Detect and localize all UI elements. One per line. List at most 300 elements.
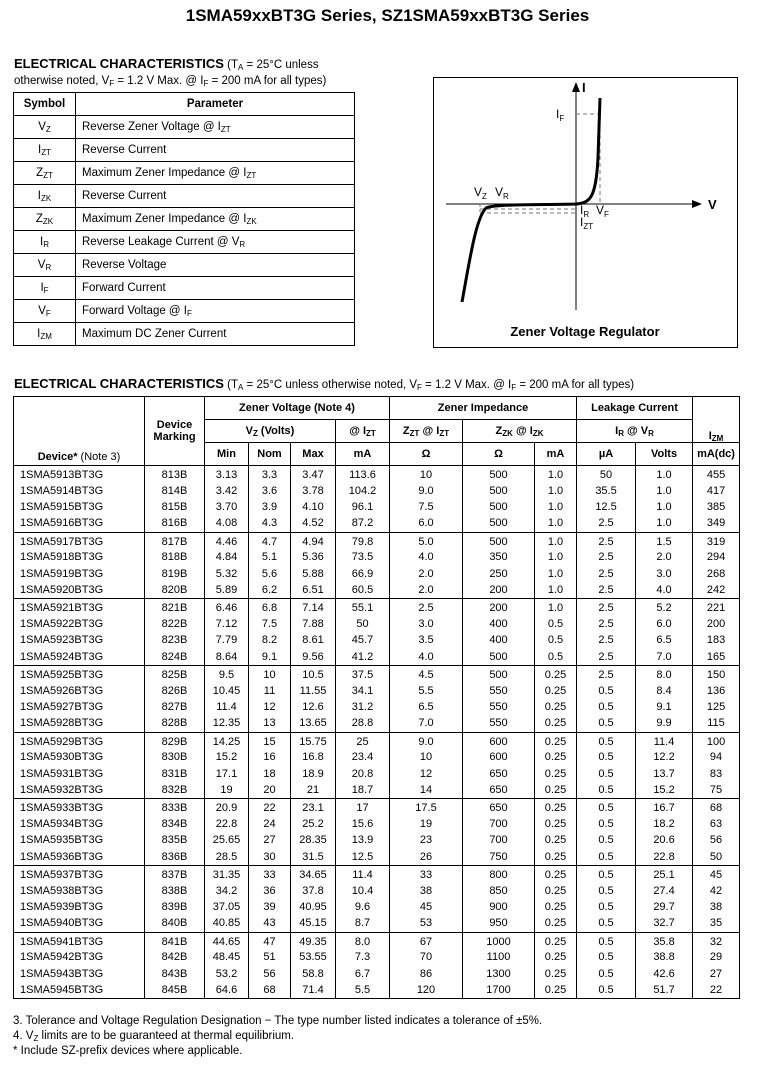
vz-nom-cell: 18: [249, 766, 291, 782]
zzk-cell: 1300: [463, 966, 535, 982]
device-cell: 1SMA5929BT3G: [14, 732, 145, 750]
vz-min-cell: 64.6: [205, 982, 249, 998]
vz-nom-cell: 4.7: [249, 532, 291, 550]
vz-nom-cell: 24: [249, 816, 291, 832]
izt-cell: 34.1: [336, 683, 390, 699]
table-row: [14, 466, 740, 484]
vr-cell: 35.8: [636, 932, 693, 950]
zzt-cell: 9.0: [390, 483, 463, 499]
izm-cell: 45: [693, 866, 740, 884]
izm-cell: 385: [693, 499, 740, 515]
zzk-cell: 950: [463, 916, 535, 932]
izt-cell: 13.9: [336, 833, 390, 849]
vr-cell: 32.7: [636, 916, 693, 932]
izk-cell: 1.0: [535, 550, 577, 566]
ir-cell: 2.5: [577, 582, 636, 598]
zzk-cell: 350: [463, 550, 535, 566]
table-row: [14, 916, 740, 932]
vz-nom-cell: 20: [249, 782, 291, 798]
table-row: [14, 799, 740, 817]
marking-cell: 828B: [145, 716, 205, 732]
izt-cell: 7.3: [336, 950, 390, 966]
vf-label: $V_F$: [596, 203, 609, 219]
table-row: [14, 566, 740, 582]
marking-cell: 829B: [145, 732, 205, 750]
izm-cell: 150: [693, 666, 740, 684]
vr-cell: 42.6: [636, 966, 693, 982]
vz-nom-cell: 33: [249, 866, 291, 884]
vz-max-cell: 7.14: [291, 599, 336, 617]
izm-cell: 75: [693, 782, 740, 798]
vz-min-cell: 7.79: [205, 633, 249, 649]
vz-min-cell: 22.8: [205, 816, 249, 832]
zzk-cell: 200: [463, 582, 535, 598]
diagram-caption: Zener Voltage Regulator: [510, 324, 660, 339]
device-cell: 1SMA5930BT3G: [14, 750, 145, 766]
device-cell: 1SMA5935BT3G: [14, 833, 145, 849]
vr-cell: 1.0: [636, 466, 693, 484]
table-body: [14, 466, 740, 999]
device-cell: 1SMA5941BT3G: [14, 932, 145, 950]
vz-nom-cell: 56: [249, 966, 291, 982]
vr-cell: 1.5: [636, 532, 693, 550]
ir-cell: 2.5: [577, 649, 636, 665]
marking-col-header: Device Marking: [145, 397, 205, 466]
marking-cell: 845B: [145, 982, 205, 998]
izk-cell: 1.0: [535, 483, 577, 499]
vz-min-cell: 48.45: [205, 950, 249, 966]
symbol-cell: $I_{ZT}$: [14, 139, 76, 162]
marking-cell: 840B: [145, 916, 205, 932]
vr-cell: 4.0: [636, 582, 693, 598]
marking-cell: 813B: [145, 466, 205, 484]
vr-cell: 3.0: [636, 566, 693, 582]
marking-cell: 818B: [145, 550, 205, 566]
vz-min-cell: 34.2: [205, 883, 249, 899]
izt-cell: 23.4: [336, 750, 390, 766]
marking-cell: 836B: [145, 849, 205, 865]
symbol-cell: $Z_{ZT}$: [14, 162, 76, 185]
vz-min-cell: 14.25: [205, 732, 249, 750]
izm-cell: 455: [693, 466, 740, 484]
izk-cell: 0.5: [535, 616, 577, 632]
vz-max-cell: 49.35: [291, 932, 336, 950]
vr-cell: 8.4: [636, 683, 693, 699]
device-cell: 1SMA5934BT3G: [14, 816, 145, 832]
izm-cell: 100: [693, 732, 740, 750]
ec2-vf-sub: F: [417, 383, 422, 392]
izm-cell: 349: [693, 516, 740, 532]
ec2-heading-bold: ELECTRICAL CHARACTERISTICS: [14, 376, 224, 391]
ec2-heading: [14, 376, 634, 391]
marking-cell: 835B: [145, 833, 205, 849]
zzk-cell: 500: [463, 666, 535, 684]
ir-cell: 0.5: [577, 782, 636, 798]
symbol-row: [14, 323, 355, 346]
zzt-cell: 67: [390, 932, 463, 950]
zzt-cell: 120: [390, 982, 463, 998]
ir-cell: 0.5: [577, 732, 636, 750]
izm-cell: 136: [693, 683, 740, 699]
parameter-cell: Reverse Voltage: [76, 254, 355, 277]
zzt-cell: 5.0: [390, 532, 463, 550]
ua-unit-header: µA: [577, 443, 636, 466]
izk-cell: 1.0: [535, 466, 577, 484]
zzk-cell: 1700: [463, 982, 535, 998]
device-cell: 1SMA5945BT3G: [14, 982, 145, 998]
table-row: [14, 932, 740, 950]
zzt-cell: 45: [390, 899, 463, 915]
ir-cell: 2.5: [577, 666, 636, 684]
vz-nom-cell: 9.1: [249, 649, 291, 665]
ir-cell: 0.5: [577, 950, 636, 966]
izk-cell: 0.25: [535, 849, 577, 865]
vr-cell: 11.4: [636, 732, 693, 750]
zzk-cell: 500: [463, 466, 535, 484]
vz-min-cell: 10.45: [205, 683, 249, 699]
vz-min-cell: 5.89: [205, 582, 249, 598]
vz-nom-cell: 36: [249, 883, 291, 899]
vz-max-cell: 25.2: [291, 816, 336, 832]
table-row: [14, 616, 740, 632]
zzk-header: $Z_{ZK}$ @ $I_{ZK}$: [463, 420, 577, 443]
marking-cell: 825B: [145, 666, 205, 684]
vz-min-cell: 7.12: [205, 616, 249, 632]
zzk-cell: 550: [463, 699, 535, 715]
izt-cell: 87.2: [336, 516, 390, 532]
zzk-cell: 800: [463, 866, 535, 884]
ir-cell: 0.5: [577, 982, 636, 998]
izk-cell: 0.25: [535, 899, 577, 915]
marking-cell: 839B: [145, 899, 205, 915]
device-cell: 1SMA5943BT3G: [14, 966, 145, 982]
zzk-cell: 600: [463, 732, 535, 750]
vz-nom-cell: 39: [249, 899, 291, 915]
symbol-row: [14, 185, 355, 208]
device-cell: 1SMA5927BT3G: [14, 699, 145, 715]
footnotes: [13, 1014, 542, 1059]
symbol-row: [14, 254, 355, 277]
ir-cell: 2.5: [577, 599, 636, 617]
device-cell: 1SMA5942BT3G: [14, 950, 145, 966]
zzt-cell: 6.5: [390, 699, 463, 715]
izt-cell: 5.5: [336, 982, 390, 998]
device-cell: 1SMA5931BT3G: [14, 766, 145, 782]
symbol-row: [14, 162, 355, 185]
izm-cell: 165: [693, 649, 740, 665]
izm-cell: 50: [693, 849, 740, 865]
device-cell: 1SMA5933BT3G: [14, 799, 145, 817]
zzt-cell: 4.0: [390, 550, 463, 566]
izm-cell: 417: [693, 483, 740, 499]
izk-cell: 0.5: [535, 649, 577, 665]
vz-min-cell: 20.9: [205, 799, 249, 817]
parameter-cell: Reverse Zener Voltage @ $I_{ZT}$: [76, 116, 355, 139]
vz-max-cell: 31.5: [291, 849, 336, 865]
zzk-cell: 600: [463, 750, 535, 766]
vz-nom-cell: 10: [249, 666, 291, 684]
parameter-cell: Reverse Current: [76, 185, 355, 208]
vz-max-cell: 4.94: [291, 532, 336, 550]
table-row: [14, 483, 740, 499]
symbol-row: [14, 300, 355, 323]
ir-cell: 12.5: [577, 499, 636, 515]
table-row: [14, 683, 740, 699]
zzt-cell: 7.0: [390, 716, 463, 732]
table-row: [14, 782, 740, 798]
ir-cell: 0.5: [577, 816, 636, 832]
ir-cell: 35.5: [577, 483, 636, 499]
izk-cell: 0.25: [535, 966, 577, 982]
vz-max-cell: 28.35: [291, 833, 336, 849]
vz-nom-cell: 3.6: [249, 483, 291, 499]
device-cell: 1SMA5936BT3G: [14, 849, 145, 865]
izt-cell: 73.5: [336, 550, 390, 566]
vz-max-cell: 3.47: [291, 466, 336, 484]
izk-cell: 1.0: [535, 566, 577, 582]
max-unit-header: Max: [291, 443, 336, 466]
device-cell: 1SMA5916BT3G: [14, 516, 145, 532]
marking-cell: 841B: [145, 932, 205, 950]
device-cell: 1SMA5922BT3G: [14, 616, 145, 632]
marking-cell: 817B: [145, 532, 205, 550]
izm-cell: 83: [693, 766, 740, 782]
device-cell: 1SMA5918BT3G: [14, 550, 145, 566]
zzk-cell: 700: [463, 833, 535, 849]
vz-max-cell: 3.78: [291, 483, 336, 499]
vz-nom-cell: 30: [249, 849, 291, 865]
izm-cell: 94: [693, 750, 740, 766]
vz-max-cell: 15.75: [291, 732, 336, 750]
izt-cell: 50: [336, 616, 390, 632]
symbol-table-header: [14, 93, 355, 116]
izm-cell: 63: [693, 816, 740, 832]
ir-cell: 2.5: [577, 633, 636, 649]
zzk-cell: 500: [463, 499, 535, 515]
vz-max-cell: 8.61: [291, 633, 336, 649]
vz-nom-cell: 51: [249, 950, 291, 966]
marking-cell: 821B: [145, 599, 205, 617]
izk-cell: 1.0: [535, 516, 577, 532]
vz-min-cell: 11.4: [205, 699, 249, 715]
zzt-cell: 2.0: [390, 566, 463, 582]
izt-cell: 25: [336, 732, 390, 750]
ec1-heading-part: = 1.2 V Max. @ I: [114, 75, 204, 87]
device-cell: 1SMA5926BT3G: [14, 683, 145, 699]
parameter-cell: Forward Current: [76, 277, 355, 300]
izm-cell: 183: [693, 633, 740, 649]
zzt-cell: 2.5: [390, 599, 463, 617]
vz-max-cell: 7.88: [291, 616, 336, 632]
vz-max-cell: 4.10: [291, 499, 336, 515]
vz-max-cell: 12.6: [291, 699, 336, 715]
zzt-cell: 23: [390, 833, 463, 849]
ir-cell: 2.5: [577, 516, 636, 532]
zzk-cell: 550: [463, 683, 535, 699]
vz-max-cell: 40.95: [291, 899, 336, 915]
izk-cell: 0.25: [535, 683, 577, 699]
marking-cell: 824B: [145, 649, 205, 665]
vz-max-cell: 53.55: [291, 950, 336, 966]
zzt-cell: 33: [390, 866, 463, 884]
izt-cell: 8.0: [336, 932, 390, 950]
ir-cell: 0.5: [577, 750, 636, 766]
izt-cell: 41.2: [336, 649, 390, 665]
izt-cell: 55.1: [336, 599, 390, 617]
vz-nom-cell: 15: [249, 732, 291, 750]
vr-cell: 16.7: [636, 799, 693, 817]
izk-cell: 0.25: [535, 782, 577, 798]
vz-min-cell: 4.46: [205, 532, 249, 550]
device-col-header: Device* (Note 3): [14, 397, 145, 466]
table-row: [14, 899, 740, 915]
vz-nom-cell: 43: [249, 916, 291, 932]
vr-cell: 29.7: [636, 899, 693, 915]
vr-cell: 6.5: [636, 633, 693, 649]
vz-max-cell: 16.8: [291, 750, 336, 766]
zzk-cell: 850: [463, 883, 535, 899]
zzt-cell: 12: [390, 766, 463, 782]
zzk-cell: 500: [463, 649, 535, 665]
izk-cell: 1.0: [535, 532, 577, 550]
device-cell: 1SMA5913BT3G: [14, 466, 145, 484]
ir-cell: 0.5: [577, 866, 636, 884]
table-row: [14, 716, 740, 732]
izm-cell: 115: [693, 716, 740, 732]
symbol-cell: $I_R$: [14, 231, 76, 254]
ir-vr-header: $I_R$ @ $V_R$: [577, 420, 693, 443]
zzt-cell: 4.5: [390, 666, 463, 684]
marking-cell: 831B: [145, 766, 205, 782]
izt-cell: 11.4: [336, 866, 390, 884]
vz-label: $V_Z$: [474, 185, 487, 201]
ec2-heading-part: (T: [223, 379, 238, 391]
page-title: 1SMA59xxBT3G Series, SZ1SMA59xxBT3G Series: [185, 6, 590, 25]
ec2-heading-part: = 200 mA for all types): [516, 379, 635, 391]
vz-min-cell: 15.2: [205, 750, 249, 766]
if-label: $I_F$: [556, 107, 565, 123]
izt-cell: 45.7: [336, 633, 390, 649]
ir-cell: 0.5: [577, 932, 636, 950]
vz-max-cell: 58.8: [291, 966, 336, 982]
vz-min-cell: 9.5: [205, 666, 249, 684]
izt-cell: 10.4: [336, 883, 390, 899]
vz-nom-cell: 16: [249, 750, 291, 766]
izm-cell: 268: [693, 566, 740, 582]
symbol-cell: $V_R$: [14, 254, 76, 277]
vz-max-cell: 9.56: [291, 649, 336, 665]
vr-cell: 8.0: [636, 666, 693, 684]
electrical-characteristics-table: [13, 396, 740, 999]
table-row: [14, 849, 740, 865]
ec2-ta-sub: A: [238, 383, 244, 392]
vr-label: $V_R$: [495, 185, 509, 201]
vz-max-cell: 5.88: [291, 566, 336, 582]
ec1-heading-part: = 25°C unless: [243, 59, 319, 71]
symbol-cell: $I_F$: [14, 277, 76, 300]
device-cell: 1SMA5940BT3G: [14, 916, 145, 932]
vz-min-cell: 17.1: [205, 766, 249, 782]
zener-voltage-header: Zener Voltage (Note 4): [205, 397, 390, 420]
vz-nom-cell: 6.2: [249, 582, 291, 598]
ec2-if-sub: F: [511, 383, 517, 392]
symbol-cell: $V_F$: [14, 300, 76, 323]
symbol-row: [14, 116, 355, 139]
table-row: [14, 516, 740, 532]
izk-cell: 1.0: [535, 582, 577, 598]
vr-cell: 2.0: [636, 550, 693, 566]
parameter-cell: Maximum DC Zener Current: [76, 323, 355, 346]
vz-nom-cell: 68: [249, 982, 291, 998]
device-cell: 1SMA5937BT3G: [14, 866, 145, 884]
izt-label: $I_{ZT}$: [580, 215, 594, 231]
vz-min-cell: 12.35: [205, 716, 249, 732]
izm-header: $I_{ZM}$: [693, 397, 740, 443]
vr-cell: 1.0: [636, 516, 693, 532]
axis-i-label: I: [582, 80, 586, 95]
izt-cell: 28.8: [336, 716, 390, 732]
izm-cell: 68: [693, 799, 740, 817]
izt-cell: 60.5: [336, 582, 390, 598]
zzt-header: $Z_{ZT}$ @ $I_{ZT}$: [390, 420, 463, 443]
ir-cell: 0.5: [577, 699, 636, 715]
zzt-cell: 53: [390, 916, 463, 932]
ir-cell: 2.5: [577, 566, 636, 582]
izm-cell: 221: [693, 599, 740, 617]
marking-cell: 816B: [145, 516, 205, 532]
vz-min-cell: 3.70: [205, 499, 249, 515]
izk-cell: 0.25: [535, 732, 577, 750]
ec1-heading-part: otherwise noted, V: [14, 75, 110, 87]
zzt-cell: 4.0: [390, 649, 463, 665]
table-row: [14, 982, 740, 998]
symbol-row: [14, 139, 355, 162]
vr-cell: 20.6: [636, 833, 693, 849]
vz-max-cell: 23.1: [291, 799, 336, 817]
table-row: [14, 699, 740, 715]
zzt-cell: 6.0: [390, 516, 463, 532]
vr-cell: 9.9: [636, 716, 693, 732]
izk-cell: 0.25: [535, 699, 577, 715]
izk-cell: 0.25: [535, 916, 577, 932]
ec1-if-sub: F: [203, 79, 209, 88]
table-row: [14, 950, 740, 966]
ec1-heading-part: = 200 mA for all types): [208, 75, 327, 87]
at-izt-header: @ $I_{ZT}$: [336, 420, 390, 443]
vz-min-cell: 3.42: [205, 483, 249, 499]
ir-cell: 0.5: [577, 833, 636, 849]
vr-cell: 51.7: [636, 982, 693, 998]
vr-cell: 18.2: [636, 816, 693, 832]
ir-cell: 0.5: [577, 683, 636, 699]
vz-min-cell: 37.05: [205, 899, 249, 915]
vr-cell: 1.0: [636, 499, 693, 515]
symbol-cell: $Z_{ZK}$: [14, 208, 76, 231]
volts-unit-header: Volts: [636, 443, 693, 466]
vz-nom-cell: 22: [249, 799, 291, 817]
marking-cell: 842B: [145, 950, 205, 966]
izk-cell: 0.25: [535, 932, 577, 950]
izm-cell: 42: [693, 883, 740, 899]
device-cell: 1SMA5917BT3G: [14, 532, 145, 550]
izk-cell: 0.25: [535, 833, 577, 849]
vr-cell: 9.1: [636, 699, 693, 715]
vz-max-cell: 10.5: [291, 666, 336, 684]
izt-cell: 8.7: [336, 916, 390, 932]
zzk-cell: 250: [463, 566, 535, 582]
izt-cell: 20.8: [336, 766, 390, 782]
izm-cell: 27: [693, 966, 740, 982]
